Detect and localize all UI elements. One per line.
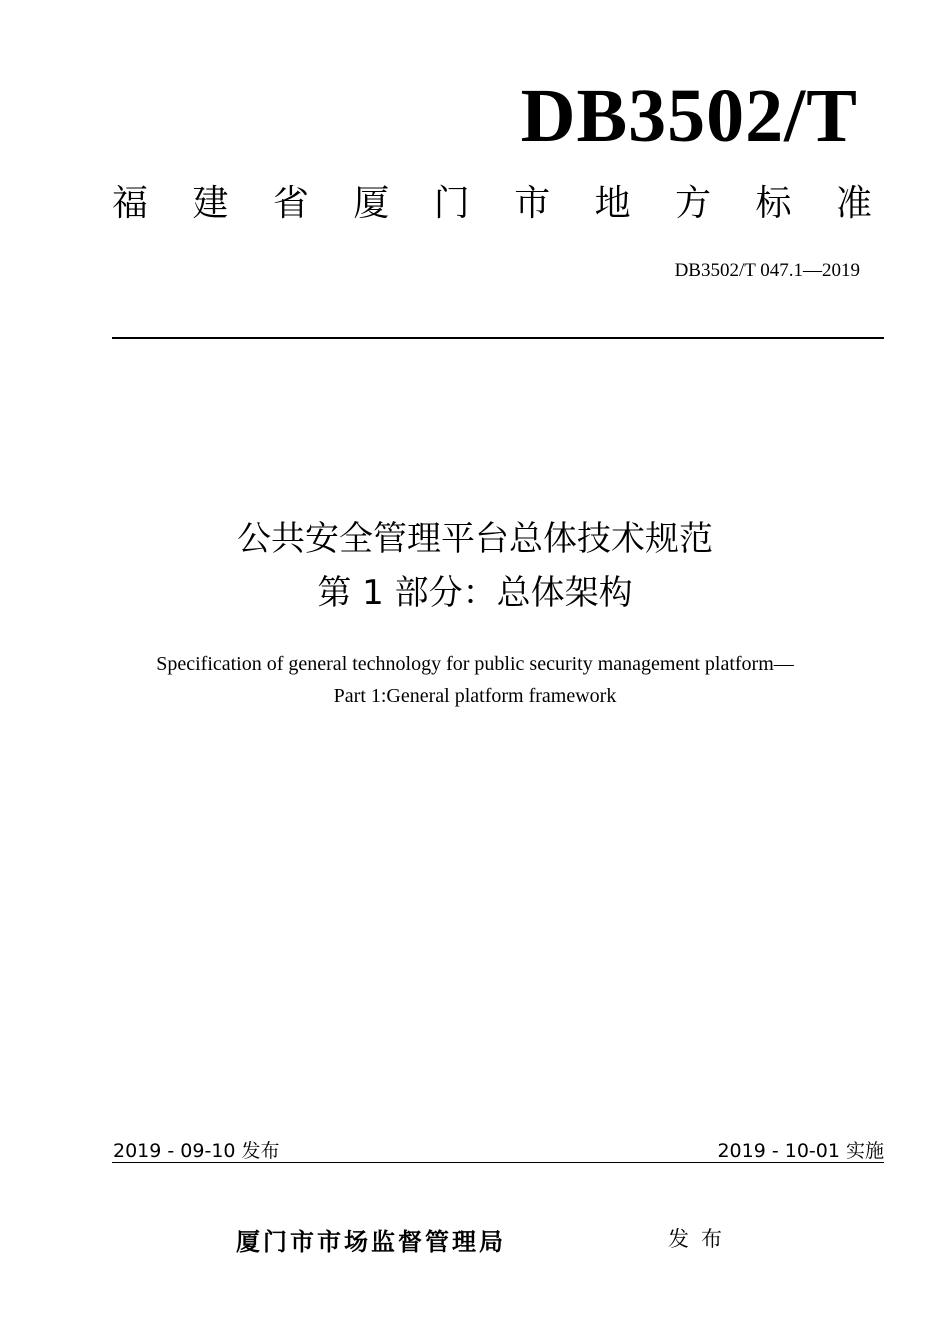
standard-type-char: 市 — [514, 183, 551, 224]
standard-number: DB3502/T 047.1—2019 — [674, 260, 860, 281]
standard-type — [112, 183, 872, 224]
implement-date: 2019 - 10-01 实施 — [717, 1140, 884, 1162]
standard-type-char: 建 — [192, 183, 229, 224]
standard-type-char: 方 — [675, 183, 712, 224]
standard-type-char: 地 — [594, 183, 631, 224]
issue-label: 发布 — [668, 1227, 734, 1251]
standard-type-char: 门 — [433, 183, 470, 224]
title-cn-line1: 公共安全管理平台总体技术规范 — [237, 519, 713, 559]
issuer-name: 厦门市市场监督管理局 — [236, 1228, 506, 1256]
top-divider — [112, 337, 884, 339]
standard-type-char: 厦 — [353, 183, 390, 224]
title-cn-line2: 第 1 部分：总体架构 — [317, 573, 633, 613]
bottom-divider — [112, 1162, 884, 1163]
title-en-line1: Specification of general technology for public security management platform— — [156, 653, 794, 675]
standard-type-char: 省 — [272, 183, 309, 224]
title-en-line2: Part 1:General platform framework — [333, 685, 617, 707]
standard-type-char: 福 — [112, 183, 149, 224]
standard-type-char: 标 — [755, 183, 792, 224]
publish-date: 2019 - 09-10 发布 — [113, 1140, 280, 1162]
standard-code: DB3502/T — [520, 74, 858, 158]
standard-type-char: 准 — [835, 183, 872, 224]
